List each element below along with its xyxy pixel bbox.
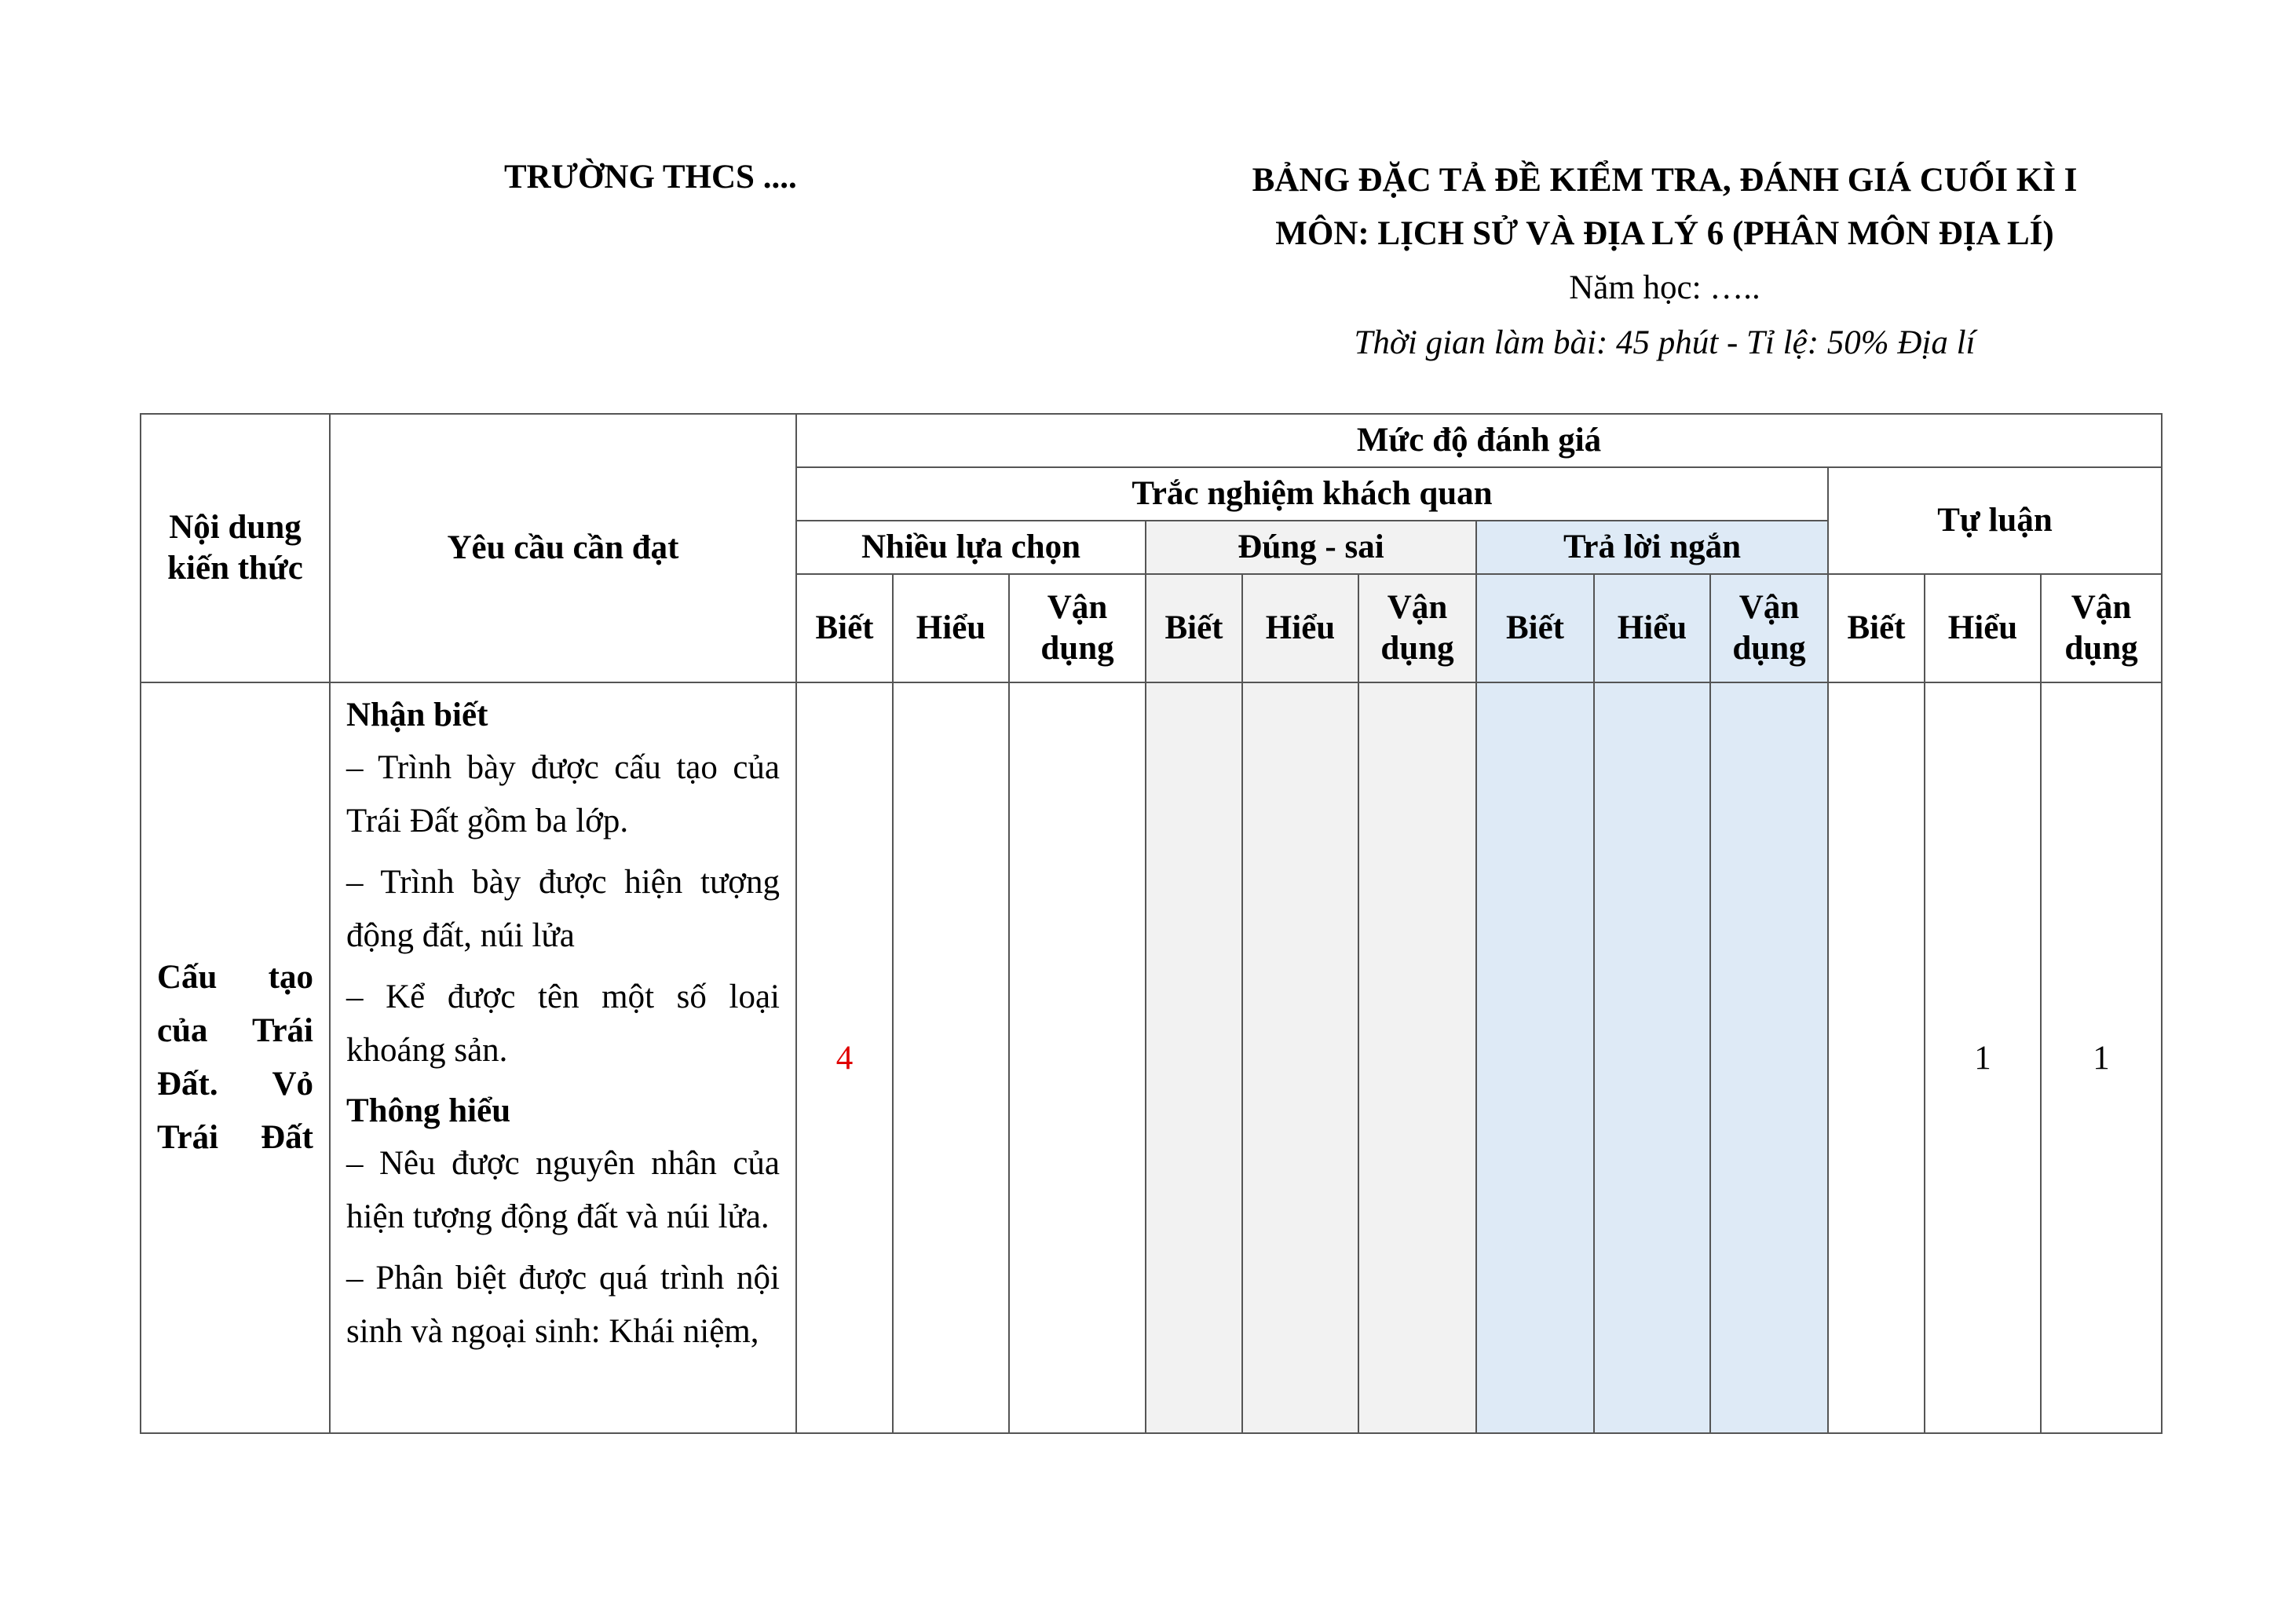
level-header: Biết	[1828, 574, 1925, 682]
level-header: Hiểu	[1925, 574, 2041, 682]
level-header: Hiểu	[893, 574, 1009, 682]
level-header: Vận dụng	[1710, 574, 1828, 682]
school-year: Năm học: …..	[1569, 269, 1760, 306]
mc-recognition-count: 4	[796, 682, 893, 1433]
mc-understanding-count	[893, 682, 1009, 1433]
requirement-item: – Trình bày được cấu tạo của Trái Đất gồm ba lớp.	[346, 749, 780, 839]
understanding-label: Thông hiểu	[346, 1092, 511, 1129]
topic-cell	[141, 682, 330, 1433]
level-header: Vận dụng	[1358, 574, 1476, 682]
sa-understanding-count	[1594, 682, 1710, 1433]
school-name: TRƯỜNG THCS ....	[504, 159, 797, 196]
requirement-item: – Phân biệt được quá trình nội sinh và ngoại sinh: Khái niệm,	[346, 1260, 780, 1350]
tf-application-count	[1358, 682, 1476, 1433]
document-heading	[1123, 154, 2206, 371]
specification-table	[140, 413, 2163, 1434]
content-column-header: Nội dung kiến thức	[141, 414, 330, 682]
essay-header: Tự luận	[1828, 467, 2162, 574]
essay-recognition-count	[1828, 682, 1925, 1433]
mc-application-count	[1009, 682, 1146, 1433]
level-header: Biết	[1476, 574, 1594, 682]
table-row	[141, 682, 2162, 1433]
assessment-level-header: Mức độ đánh giá	[796, 414, 2162, 467]
requirement-item: – Kể được tên một số loại khoáng sản.	[346, 978, 780, 1069]
title-line-1: BẢNG ĐẶC TẢ ĐỀ KIỂM TRA, ĐÁNH GIÁ CUỐI KÌ I	[1252, 162, 2078, 199]
tf-understanding-count	[1242, 682, 1358, 1433]
requirement-item: – Trình bày được hiện tượng động đất, núi lửa	[346, 864, 780, 954]
sa-application-count	[1710, 682, 1828, 1433]
level-header: Hiểu	[1242, 574, 1358, 682]
tf-recognition-count	[1146, 682, 1242, 1433]
essay-application-count: 1	[2041, 682, 2162, 1433]
true-false-header: Đúng - sai	[1146, 521, 1476, 574]
level-header: Biết	[1146, 574, 1242, 682]
topic-text: Cấu tạo của Trái Đất. Vỏ Trái Đất	[157, 959, 313, 1156]
sa-recognition-count	[1476, 682, 1594, 1433]
exam-time: Thời gian làm bài: 45 phút - Tỉ lệ: 50% Địa lí	[1354, 324, 1976, 361]
recognition-label: Nhận biết	[346, 697, 488, 733]
essay-understanding-count: 1	[1925, 682, 2041, 1433]
requirement-column-header: Yêu cầu cần đạt	[330, 414, 796, 682]
level-header: Vận dụng	[1009, 574, 1146, 682]
requirement-cell	[330, 682, 796, 1433]
level-header: Vận dụng	[2041, 574, 2162, 682]
requirement-item: – Nêu được nguyên nhân của hiện tượng động đất và núi lửa.	[346, 1145, 780, 1235]
level-header: Hiểu	[1594, 574, 1710, 682]
multiple-choice-header: Nhiều lựa chọn	[796, 521, 1146, 574]
short-answer-header: Trả lời ngắn	[1476, 521, 1828, 574]
title-line-2: MÔN: LỊCH SỬ VÀ ĐỊA LÝ 6 (PHÂN MÔN ĐỊA LÍ)	[1275, 215, 2054, 252]
level-header: Biết	[796, 574, 893, 682]
objective-test-header: Trắc nghiệm khách quan	[796, 467, 1828, 521]
